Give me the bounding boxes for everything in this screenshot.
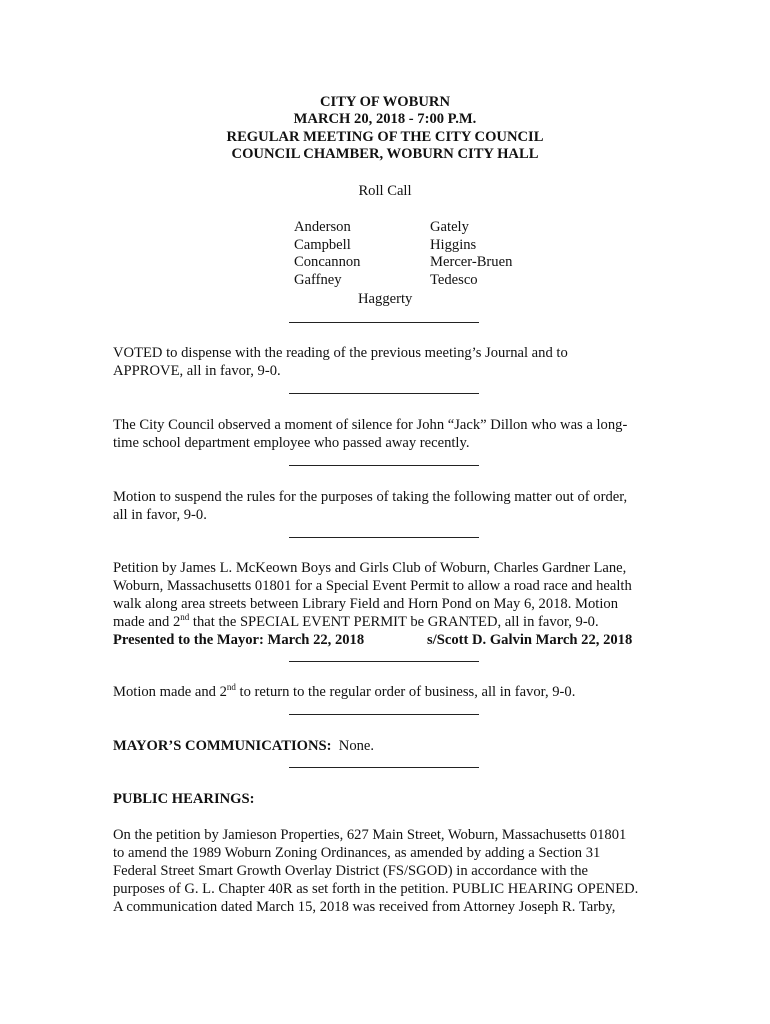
section-divider <box>289 661 479 662</box>
paragraph-line: A communication dated March 15, 2018 was received from Attorney Joseph R. Tarby, <box>113 899 616 915</box>
section-label: PUBLIC HEARINGS: <box>113 791 255 807</box>
paragraph-line: walk along area streets between Library Field and Horn Pond on May 6, 2018. Motion <box>113 596 618 612</box>
public-hearings-heading <box>113 790 663 808</box>
header-date: MARCH 20, 2018 - 7:00 P.M. <box>293 111 477 128</box>
paragraph-line: to amend the 1989 Woburn Zoning Ordinances, as amended by adding a Section 31 <box>113 845 601 861</box>
section-divider <box>289 322 479 323</box>
paragraph-line <box>113 737 663 755</box>
paragraph-line <box>113 613 663 631</box>
roll-call-title: Roll Call <box>358 183 412 199</box>
presented-line <box>113 631 645 649</box>
ordinal-suffix: nd <box>180 612 190 622</box>
section-value: None. <box>331 738 375 754</box>
roll-call-right-column <box>430 219 512 289</box>
section-divider <box>289 465 479 466</box>
paragraph-line: Motion to suspend the rules for the purposes of taking the following matter out of order, <box>113 489 628 505</box>
member-name-centered: Haggerty <box>358 291 413 307</box>
member-name: Campbell <box>294 236 351 253</box>
paragraph-line: VOTED to dispense with the reading of the previous meeting’s Journal and to <box>113 345 568 361</box>
member-name: Mercer-Bruen <box>430 254 513 271</box>
paragraph-line: Petition by James L. McKeown Boys and Girls Club of Woburn, Charles Gardner Lane, <box>113 560 627 576</box>
paragraph-line <box>113 683 663 701</box>
header-meeting: REGULAR MEETING OF THE CITY COUNCIL <box>226 128 544 145</box>
text-span: made and 2 <box>113 614 181 630</box>
member-name: Gaffney <box>294 271 342 288</box>
signature-line: s/Scott D. Galvin March 22, 2018 <box>427 632 633 648</box>
header-city: CITY OF WOBURN <box>319 94 450 110</box>
paragraph-line: Woburn, Massachusetts 01801 for a Special Event Permit to allow a road race and health <box>113 578 632 594</box>
roll-call-left-column <box>294 219 360 289</box>
minutes-paragraph <box>113 344 663 380</box>
section-label: MAYOR’S COMMUNICATIONS: <box>113 738 332 754</box>
paragraph-line: APPROVE, all in favor, 9-0. <box>113 363 281 379</box>
member-name: Tedesco <box>430 271 478 288</box>
petition-paragraph <box>113 559 663 631</box>
text-span: to return to the regular order of business, all in favor, 9-0. <box>235 684 576 700</box>
member-name: Concannon <box>294 254 361 271</box>
paragraph-line: time school department employee who passed away recently. <box>113 435 470 451</box>
return-order-paragraph <box>113 683 663 701</box>
member-name: Gately <box>430 219 469 235</box>
paragraph-line: all in favor, 9-0. <box>113 507 207 523</box>
text-span: that the SPECIAL EVENT PERMIT be GRANTED, all in favor, 9-0. <box>189 614 599 630</box>
suspend-rules-paragraph <box>113 488 663 524</box>
presented-to-mayor: Presented to the Mayor: March 22, 2018 <box>113 632 365 648</box>
section-divider <box>289 537 479 538</box>
section-divider <box>289 393 479 394</box>
member-name: Anderson <box>294 219 351 235</box>
public-hearings-paragraph <box>113 826 663 916</box>
text-span: Motion made and 2 <box>113 684 227 700</box>
paragraph-line: The City Council observed a moment of silence for John “Jack” Dillon who was a long- <box>113 417 628 433</box>
mayors-communications <box>113 737 663 755</box>
header-location: COUNCIL CHAMBER, WOBURN CITY HALL <box>231 146 539 163</box>
section-divider <box>289 714 479 715</box>
paragraph-line: purposes of G. L. Chapter 40R as set forth in the petition. PUBLIC HEARING OPENED. <box>113 881 639 897</box>
document-header <box>0 94 770 164</box>
ordinal-suffix: nd <box>226 682 236 692</box>
paragraph-line: Federal Street Smart Growth Overlay District (FS/SGOD) in accordance with the <box>113 863 588 879</box>
section-divider <box>289 767 479 768</box>
silence-paragraph <box>113 416 663 452</box>
member-name: Higgins <box>430 236 477 253</box>
paragraph-line: On the petition by Jamieson Properties, 627 Main Street, Woburn, Massachusetts 01801 <box>113 827 627 843</box>
